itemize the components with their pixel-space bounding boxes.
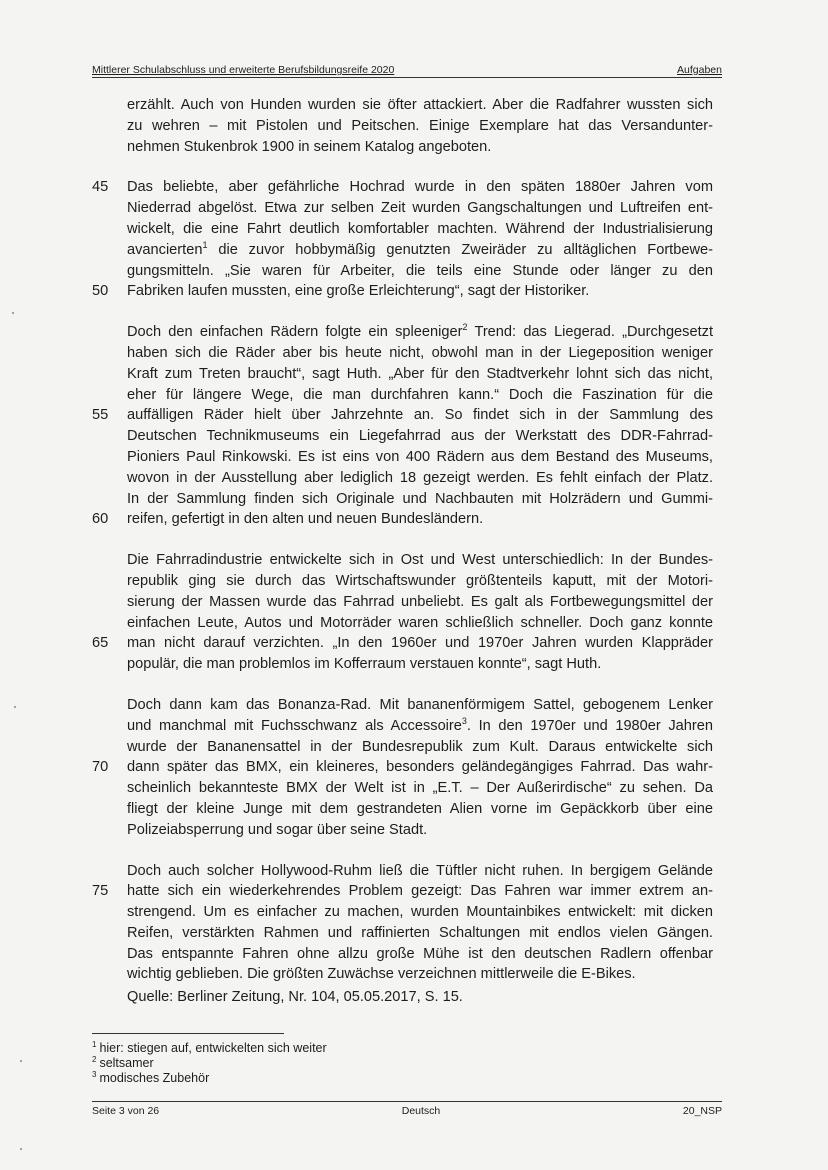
text-line-row (0, 613, 828, 634)
text-segment: Das entspannte Fahren ohne allzu große Mühe ist den deutschen Radlern offenbar (127, 945, 713, 962)
text-line (127, 343, 713, 364)
text-line-row (0, 405, 828, 426)
footer-subject: Deutsch (401, 1105, 441, 1117)
text-line (127, 198, 713, 219)
text-segment: fliegt der kleine Junge mit dem gestrandeten Alien vorne im Gepäckkorb über eine (127, 800, 713, 817)
text-line-row (0, 881, 828, 902)
text-line-row (0, 95, 828, 116)
line-number: 70 (92, 759, 109, 776)
text-segment: Das beliebte, aber gefährliche Hochrad wurde in den späten 1880er Jahren vom (127, 179, 713, 196)
text-line (127, 177, 713, 198)
footnote-number: 2 (92, 1054, 97, 1064)
text-line-row (0, 695, 828, 716)
text-line-row (0, 923, 828, 944)
text-segment: und manchmal mit Fuchsschwanz als Accessoire (127, 717, 462, 734)
text-line (127, 219, 713, 240)
text-line (127, 902, 713, 923)
text-segment: Polizeiabsperrung und sogar über seine Stadt. (127, 821, 428, 838)
paragraph (0, 861, 828, 986)
text-segment: dann später das BMX, ein kleineres, besonders geländegängiges Fahrrad. Das wahr- (127, 759, 713, 776)
text-line (127, 695, 713, 716)
text-line (127, 799, 713, 820)
text-segment: nehmen Stukenbrok 1900 in seinem Katalog angeboten. (127, 138, 492, 155)
text-line-row (0, 177, 828, 198)
text-line-row (0, 426, 828, 447)
paragraph (0, 695, 828, 841)
paragraph (0, 95, 828, 157)
text-line (127, 261, 713, 282)
footnote-item (92, 1041, 327, 1056)
text-line-row (0, 633, 828, 654)
text-segment: wovon in der Ausstellung aber lediglich 18 gezeigt werden. Es fehlt einfach der Platz. (127, 469, 713, 486)
text-segment: eher für längere Wege, die man durchfahren kann.“ Doch die Faszination für die (127, 386, 713, 403)
text-line (127, 737, 713, 758)
page-header (92, 64, 722, 78)
text-line-row (0, 737, 828, 758)
footer-code: 20_NSP (682, 1105, 722, 1117)
text-segment: Deutschen Technikmuseums ein Liegefahrrad aus der Werkstatt des DDR-Fahrrad- (127, 428, 713, 445)
text-line-row (0, 716, 828, 737)
text-line-row (0, 116, 828, 137)
text-segment: auffälligen Räder hielt über Jahrzehnte an. So findet sich in der Sammlung des (127, 407, 713, 424)
text-line (127, 489, 713, 510)
text-segment: . In den 1970er und 1980er Jahren (466, 717, 713, 734)
text-line (127, 613, 713, 634)
text-line (127, 116, 713, 137)
text-segment: Die Fahrradindustrie entwickelte sich in Ost und West unterschiedlich: In der Bundes- (127, 552, 713, 569)
text-line (127, 137, 713, 158)
footnote-text: modisches Zubehör (99, 1071, 210, 1085)
text-line (127, 509, 713, 530)
footnote-divider (92, 1033, 284, 1034)
text-line (127, 820, 713, 841)
text-line (127, 778, 713, 799)
text-segment: Fabriken laufen mussten, eine große Erleichterung“, sagt der Historiker. (127, 283, 590, 300)
text-segment: Doch auch solcher Hollywood-Ruhm ließ die Tüftler nicht ruhen. In bergigem Gelände (127, 862, 713, 879)
paragraph (0, 322, 828, 530)
footnote-number: 1 (92, 1039, 97, 1049)
footnote-item (92, 1071, 327, 1086)
footnote-item (92, 1056, 327, 1071)
text-line (127, 861, 713, 882)
text-segment: Trend: das Liegerad. „Durchgesetzt (467, 324, 713, 341)
text-line (127, 923, 713, 944)
text-segment: gungsmitteln. „Sie waren für Arbeiter, die teils eine Stunde oder länger zu den (127, 262, 713, 279)
text-line-row (0, 778, 828, 799)
text-line (127, 385, 713, 406)
text-segment: Kraft zum Treten braucht“, sagt Huth. „Aber für den Stadtverkehr lohnt sich das nicht, (127, 365, 713, 382)
line-number: 65 (92, 635, 109, 652)
text-line-row (0, 489, 828, 510)
scan-speck (14, 706, 16, 708)
text-line-row (0, 198, 828, 219)
text-segment: die zuvor hobbymäßig genutzten Zweiräder zu alltäglichen Fortbewe- (207, 241, 713, 258)
text-segment: In der Sammlung finden sich Originale und Nachbauten mit Holzrädern und Gummi- (127, 490, 713, 507)
text-line-row (0, 654, 828, 675)
footnote-marker: 1 (202, 239, 208, 250)
line-number: 75 (92, 883, 109, 900)
text-line (127, 881, 713, 902)
text-line-row (0, 447, 828, 468)
scan-speck (20, 1148, 22, 1150)
text-line-row (0, 902, 828, 923)
text-line (127, 654, 713, 675)
text-line-row (0, 137, 828, 158)
text-line (127, 964, 713, 985)
text-line (127, 426, 713, 447)
line-number: 50 (92, 283, 109, 300)
text-line-row (0, 468, 828, 489)
text-line-row (0, 944, 828, 965)
text-segment: republik ging sie durch das Wirtschaftswunder größtenteils kaputt, mit der Motori- (127, 572, 713, 589)
footnote-text: hier: stiegen auf, entwickelten sich weiter (99, 1041, 327, 1055)
text-line (127, 571, 713, 592)
paragraph (0, 177, 828, 302)
text-segment: man nicht darauf verzichten. „In den 1960er und 1970er Jahren wurden Klappräder (127, 635, 713, 652)
page-footer (92, 1101, 722, 1117)
text-segment: Pioniers Paul Rinkowski. Es ist eins von 400 Rädern aus dem Bestand des Museums, (127, 448, 713, 465)
text-segment: Reifen, verstärkten Rahmen und raffinierten Schaltungen mit endlos vielen Gängen. (127, 924, 713, 941)
text-segment: wurde der Bananensattel in der Bundesrepublik zum Kult. Daraus entwickelte sich (127, 738, 713, 755)
text-line (127, 757, 713, 778)
paragraph (0, 550, 828, 675)
text-line-row (0, 757, 828, 778)
text-segment: wichtig geblieben. Die größten Zuwächse verzeichnen mittlerweile die E-Bikes. (127, 966, 636, 983)
text-line-row (0, 592, 828, 613)
text-segment: wickelt, die eine Fahrt deutlich komfortabler machten. Während der Industrialisierung (127, 220, 713, 237)
text-line (127, 447, 713, 468)
text-line (127, 633, 713, 654)
text-line (127, 716, 713, 737)
text-line-row (0, 385, 828, 406)
text-segment: scheinlich bekannteste BMX der Welt ist in „E.T. – Der Außerirdische“ zu sehen. Da (127, 780, 713, 797)
text-segment: einfachen Leute, Autos und Motorräder waren schließlich schneller. Doch ganz konnte (127, 614, 713, 631)
line-number: 60 (92, 511, 109, 528)
text-segment: avancierten (127, 241, 203, 258)
scan-speck (20, 1060, 22, 1062)
text-segment: Doch den einfachen Rädern folgte ein spleeniger (127, 324, 463, 341)
text-line (127, 281, 713, 302)
text-line-row (0, 964, 828, 985)
text-segment: strengend. Um es einfacher zu machen, wurden Mountainbikes entwickelt: mit dicken (127, 904, 713, 921)
text-line (127, 405, 713, 426)
text-line (127, 592, 713, 613)
text-line-row (0, 343, 828, 364)
line-number: 45 (92, 179, 109, 196)
text-segment: populär, die man problemlos im Kofferraum verstauen konnte“, sagt Huth. (127, 656, 602, 673)
text-line-row (0, 240, 828, 261)
text-line-row (0, 509, 828, 530)
text-line-row (0, 861, 828, 882)
article-body (0, 95, 828, 1005)
footer-page-number: Seite 3 von 26 (92, 1105, 160, 1117)
footnote-marker: 3 (461, 715, 467, 726)
text-segment: Doch dann kam das Bonanza-Rad. Mit bananenförmigem Sattel, gebogenem Lenker (127, 696, 713, 713)
text-line-row (0, 799, 828, 820)
text-line-row (0, 571, 828, 592)
text-line (127, 550, 713, 571)
source-citation: Quelle: Berliner Zeitung, Nr. 104, 05.05.2017, S. 15. (127, 989, 463, 1005)
text-line-row (0, 364, 828, 385)
text-segment: Niederrad abgelöst. Etwa zur selben Zeit wurden Gangschaltungen und Luftreifen ent- (127, 200, 713, 217)
header-section: Aufgaben (677, 64, 722, 76)
footnote-marker: 2 (462, 322, 468, 333)
text-segment: reifen, gefertigt in den alten und neuen Bundesländern. (127, 511, 484, 528)
text-segment: hatte sich ein wiederkehrendes Problem gezeigt: Das Fahren war immer extrem an- (127, 883, 713, 900)
text-line-row (0, 261, 828, 282)
line-number: 55 (92, 407, 109, 424)
text-line-row (0, 322, 828, 343)
footnote-number: 3 (92, 1069, 97, 1079)
text-line (127, 944, 713, 965)
text-line-row (0, 820, 828, 841)
text-segment: zu wehren – mit Pistolen und Peitschen. Einige Exemplare hat das Versandunter- (127, 117, 713, 134)
footnote-text: seltsamer (99, 1056, 154, 1070)
text-line (127, 364, 713, 385)
text-line (127, 95, 713, 116)
text-line (127, 468, 713, 489)
text-line-row (0, 219, 828, 240)
text-segment: sierung der Massen wurde das Fahrrad unbeliebt. Es galt als Fortbewegungsmittel der (127, 593, 713, 610)
text-segment: erzählt. Auch von Hunden wurden sie öfter attackiert. Aber die Radfahrer wussten sich (127, 97, 713, 113)
text-line (127, 322, 713, 343)
text-line (127, 240, 713, 261)
scan-speck (12, 312, 14, 314)
text-segment: haben sich die Räder aber bis heute nicht, obwohl man in der Liegeposition weniger (127, 344, 713, 361)
text-line-row (0, 550, 828, 571)
text-line-row (0, 281, 828, 302)
header-exam-title: Mittlerer Schulabschluss und erweiterte Berufsbildungsreife 2020 (92, 64, 395, 76)
footnotes (92, 1041, 327, 1086)
